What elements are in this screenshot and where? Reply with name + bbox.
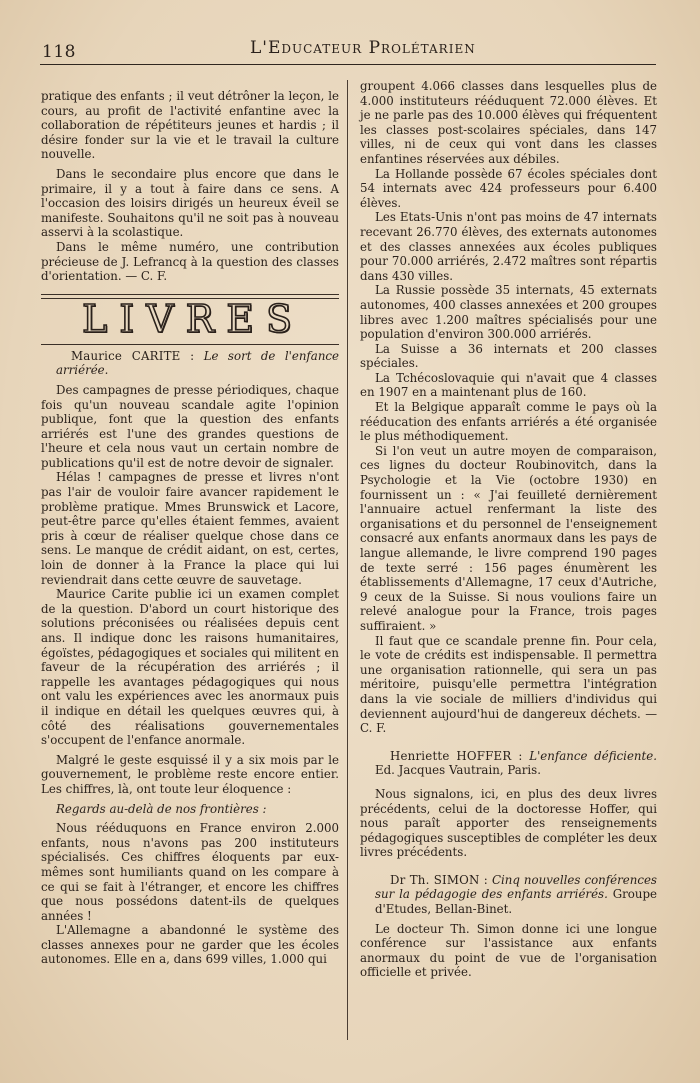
paragraph: Les Etats-Unis n'ont pas moins de 47 internats recevant 26.770 élèves, des externats autonomes et des classes annexées aux écoles publiques pour 70.000 arriérés, 2.472 maîtres sont répartis dans 430 villes. — [360, 210, 657, 283]
paragraph: L'Allemagne a abandonné le système des classes annexes pour ne garder que les écoles autonomes. Elle en a, dans 699 villes, 1.000 qui — [41, 923, 339, 967]
paragraph: pratique des enfants ; il veut détrôner la leçon, le cours, au profit de l'activité enfantine avec la collaboration de répétiteurs jeunes et hardis ; il désire fonder sur la vie et le travail la culture nouvelle. — [41, 89, 339, 162]
paragraph: Nous rééduquons en France environ 2.000 enfants, nous n'avons pas 200 instituteurs spécialisés. Ces chiffres éloquents par eux-mêmes sont humiliants quand on les compare à ce qui se fait à l'étranger, et encore les chiffres que nous possédons datent-ils de quelques années ! — [41, 821, 339, 923]
paragraph: Dans le secondaire plus encore que dans le primaire, il y a tout à faire dans ce sens. A l'occasion des loisirs dirigés un heureux éveil se manifeste. Souhaitons qu'il ne soit pas à nouveau asservi à la scolastique. — [41, 166, 339, 240]
paragraph: Et la Belgique apparaît comme le pays où la rééducation des enfants arriérés a été organisée le plus méthodiquement. — [360, 400, 657, 444]
review-title: Le sort de l'enfance arriérée. — [56, 348, 340, 378]
paragraph: La Tchécoslovaquie qui n'avait que 4 classes en 1907 en a maintenant plus de 160. — [360, 370, 657, 400]
paragraph: Il faut que ce scandale prenne fin. Pour cela, le vote de crédits est indispensable. Il permettra une organisation rationnelle, qui sera un pas méritoire, puisqu'elle permettra l'intégration dans la vie sociale de milliers d'individus qui deviennent aujourd'hui de dangereux déchets. — C. F. — [360, 633, 657, 736]
paragraph: groupent 4.066 classes dans lesquelles plus de 4.000 instituteurs rééduquent 72.000 élèves. Et je ne parle pas des 10.000 élèves qui fréquentent les classes post-scolaires spéciales, dans 147 villes, ni de ceux qui vont dans les classes enfantines réservées aux débiles. — [360, 79, 657, 166]
review-title: Cinq nouvelles conférences sur la pédagogie des enfants arriérés. — [375, 872, 657, 902]
section-banner — [41, 294, 339, 345]
review-heading — [41, 349, 339, 378]
paragraph: La Russie possède 35 internats, 45 externats autonomes, 400 classes annexées et 200 groupes libres avec 1.200 maîtres spécialisés pour une population d'environ 300.000 arriérés. — [360, 283, 657, 342]
review-publisher: Ed. Jacques Vautrain, Paris. — [375, 763, 541, 778]
paragraph: La Hollande possède 67 écoles spéciales dont 54 internats avec 424 professeurs pour 6.400 élèves. — [360, 166, 657, 210]
header-rule — [40, 64, 656, 65]
page-header — [40, 36, 655, 64]
left-column — [41, 89, 339, 967]
paragraph: La Suisse a 36 internats et 200 classes spéciales. — [360, 341, 657, 371]
subheading: Regards au-delà de nos frontières : — [56, 801, 267, 816]
column-divider — [347, 80, 348, 1040]
review-publisher: Groupe d'Etudes, Bellan-Binet. — [375, 887, 658, 917]
paragraph: Hélas ! campagnes de presse et livres n'ont pas l'air de vouloir faire avancer rapidement le problème pratique. Mmes Brunswick et Lacore, peut-être parce qu'elles étaient femmes, avaient pris à cœur de réaliser quelque chose dans ce sens. Le manque de crédit aidant, on est, certes, loin de donner à la France la place qui lui reviendrait dans cette œuvre de sauvetage. — [41, 470, 339, 587]
paragraph: Si l'on veut un autre moyen de comparaison, ces lignes du docteur Roubinovitch, dans la Psychologie et la Vie (octobre 1930) en fournissent un : « J'ai feuilleté dernièrement l'annuaire actuel renfermant la liste des organisations et du personnel de l'enseignement consacré aux enfants anormaux dans les pays de langue allemande, le livre comprend 190 pages de texte serré : 156 pages énumèrent les établissements d'Allemagne, 17 ceux d'Autriche, 9 ceux de la Suisse. Si nous voulions faire un relevé analogue pour la France, trois pages suffiraient. » — [360, 443, 657, 633]
section-title: LIVRES — [81, 296, 305, 341]
paragraph: Dans le même numéro, une contribution précieuse de J. Lefrancq à la question des classes d'orientation. — C. F. — [41, 239, 339, 284]
paragraph: Maurice Carite publie ici un examen complet de la question. D'abord un court historique des solutions préconisées ou réalisées depuis cent ans. Il indique donc les raisons humanitaires, égoïstes, pédagogiques et sociales qui militent en faveur de la récupération des arriérés ; il rappelle les avantages pédagogiques qui nous ont valu les expériences avec les anormaux puis il indique en détail les quelques œuvres qui, à côté des réalisations gouvernementales s'occupent de l'enfance anormale. — [41, 587, 339, 748]
paragraph: Malgré le geste esquissé il y a six mois par le gouvernement, le problème reste encore entier. Les chiffres, là, ont toute leur éloquence : — [41, 752, 339, 796]
paragraph: Nous signalons, ici, en plus des deux livres précédents, celui de la doctoresse Hoffer, qui nous paraît apporter des renseignements pédagogiques susceptibles de compléter les deux livres précédents. — [360, 786, 657, 860]
running-title: L'Educateur Prolétarien — [250, 38, 476, 58]
page-number: 118 — [42, 42, 76, 62]
review-title: L'enfance déficiente. — [529, 748, 658, 763]
review-heading — [360, 749, 657, 778]
review-author: Dr Th. SIMON : — [390, 872, 488, 887]
review-author: Henriette HOFFER : — [390, 748, 523, 763]
paragraph: Des campagnes de presse périodiques, chaque fois qu'un nouveau scandale agite l'opinion publique, font que la question des enfants arriérés est l'une des grandes questions de l'heure et cela nous vaut un certain nombre de publications qu'il est de notre devoir de signaler. — [41, 382, 339, 470]
right-column — [360, 79, 657, 980]
paragraph: Le docteur Th. Simon donne ici une longue conférence sur l'assistance aux enfants anormaux du point de vue de l'organisation officielle et privée. — [360, 921, 657, 980]
review-author: Maurice CARITE : — [71, 348, 195, 363]
review-heading — [360, 873, 657, 917]
